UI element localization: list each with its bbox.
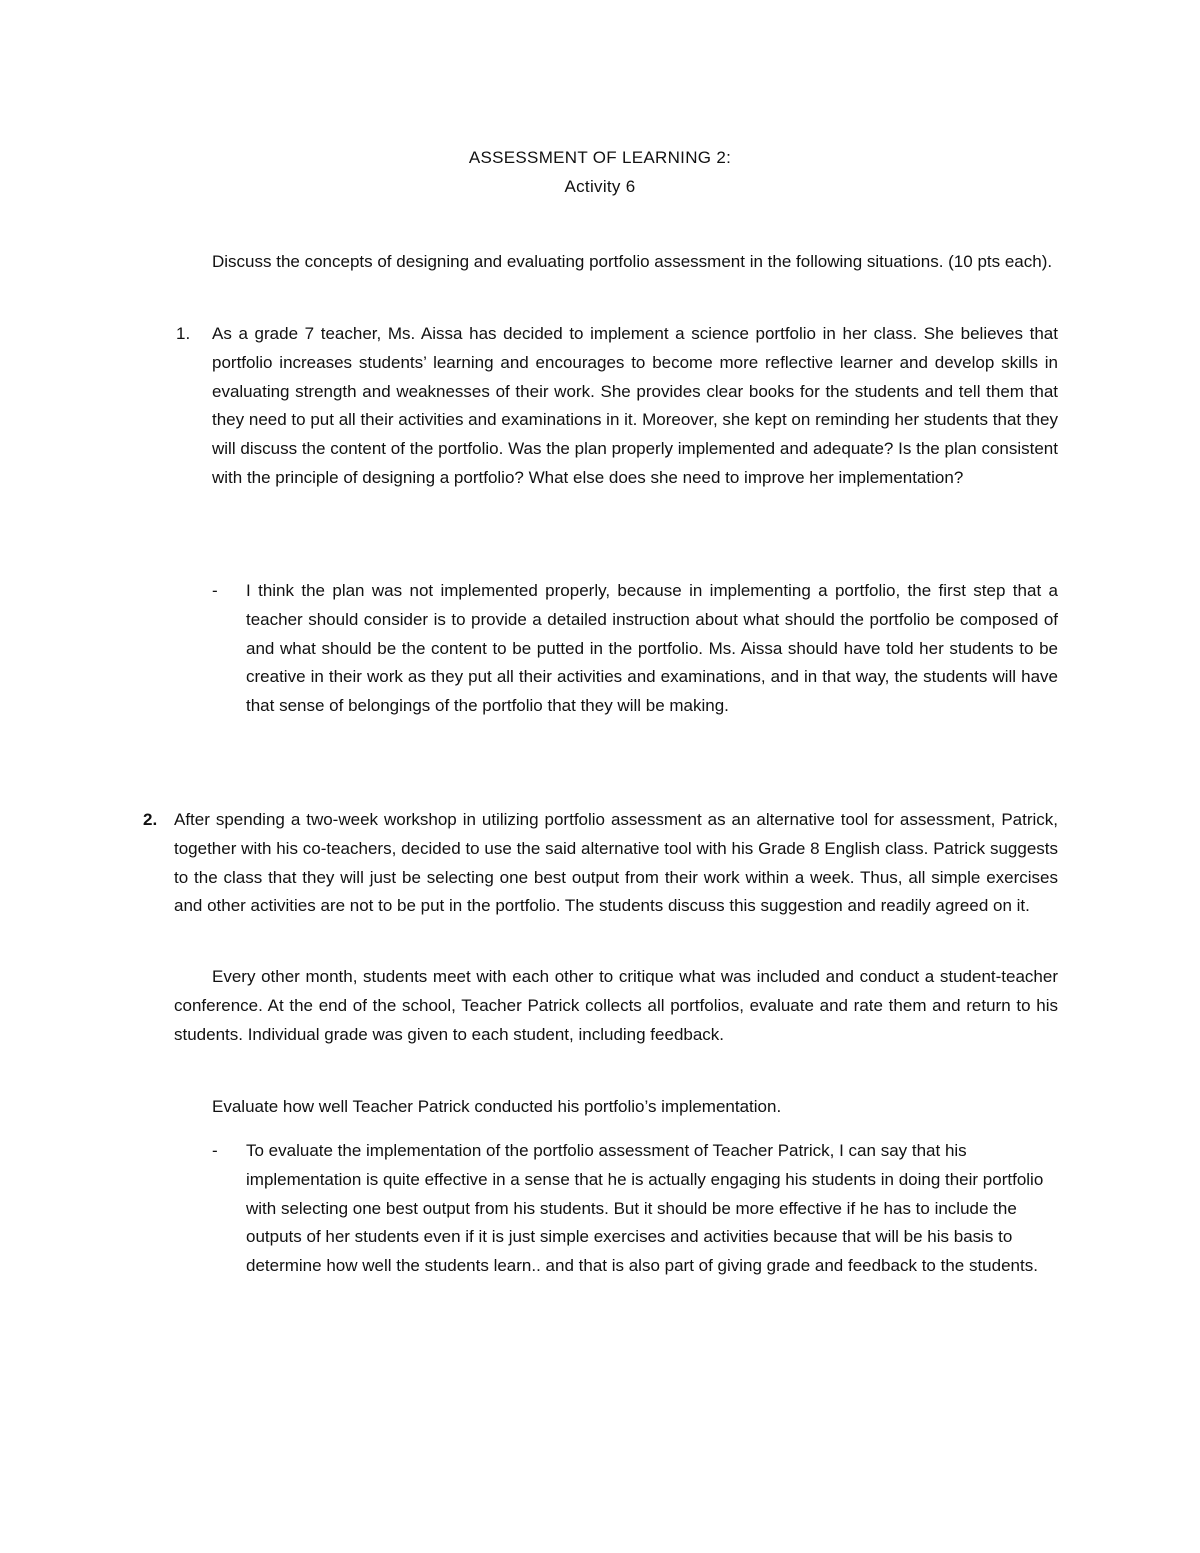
document-subtitle: Activity 6 bbox=[564, 177, 636, 196]
question-2-text-continued: Every other month, students meet with each other to critique what was included and conduct a student-teacher conference. At the end of the school, Teacher Patrick collects all portfolios, evaluate and rate them and return to his students. Individual grade was given to each student, including feedback. bbox=[174, 967, 1058, 1044]
question-2-number: 2. bbox=[143, 810, 158, 829]
answer-2-text: To evaluate the implementation of the portfolio assessment of Teacher Patrick, I can say that his implementation is quite effective in a sense that he is actually engaging his students in doing their portfolio with selecting one best output from his students. But it should be more effective if he has to include the outputs of her students even if it is just simple exercises and activities because that will be his basis to determine how well the students learn.. and that is also part of giving grade and feedback to the students. bbox=[246, 1141, 1044, 1276]
question-1-text: As a grade 7 teacher, Ms. Aissa has decided to implement a science portfolio in her class. She believes that portfolio increases students’ learning and encourages to become more reflective learner and develop skills in evaluating strength and weaknesses of their work. She provides clear books for the students and tell them that they need to put all their activities and examinations in it. Moreover, she kept on reminding her students that they will discuss the content of the portfolio. Was the plan properly implemented and adequate? Is the plan consistent with the principle of designing a portfolio? What else does she need to improve her implementation? bbox=[212, 324, 1058, 487]
intro-paragraph: Discuss the concepts of designing and evaluating portfolio assessment in the following situations. (10 pts each). bbox=[212, 252, 1053, 271]
question-2-text: After spending a two-week workshop in utilizing portfolio assessment as an alternative tool for assessment, Patrick, together with his co-teachers, decided to use the said alternative tool with his Grade 8 English class. Patrick suggests to the class that they will just be selecting one best output from their work within a week. Thus, all simple exercises and other activities are not to be put in the portfolio. The students discuss this suggestion and readily agreed on it. bbox=[174, 810, 1058, 916]
answer-1-text: I think the plan was not implemented properly, because in implementing a portfolio, the first step that a teacher should consider is to provide a detailed instruction about what should the portfolio be composed of and what should be the content to be putted in the portfolio. Ms. Aissa should have told her students to be creative in their work as they put all their activities and examinations, and in that way, the students will have that sense of belongings of the portfolio that they will be making. bbox=[246, 581, 1058, 716]
question-1-number: 1. bbox=[176, 324, 191, 343]
answer-2-marker: - bbox=[212, 1141, 218, 1160]
question-2-prompt: Evaluate how well Teacher Patrick conducted his portfolio’s implementation. bbox=[212, 1097, 782, 1116]
document-title: ASSESSMENT OF LEARNING 2: bbox=[468, 148, 732, 167]
answer-1-marker: - bbox=[212, 581, 218, 600]
